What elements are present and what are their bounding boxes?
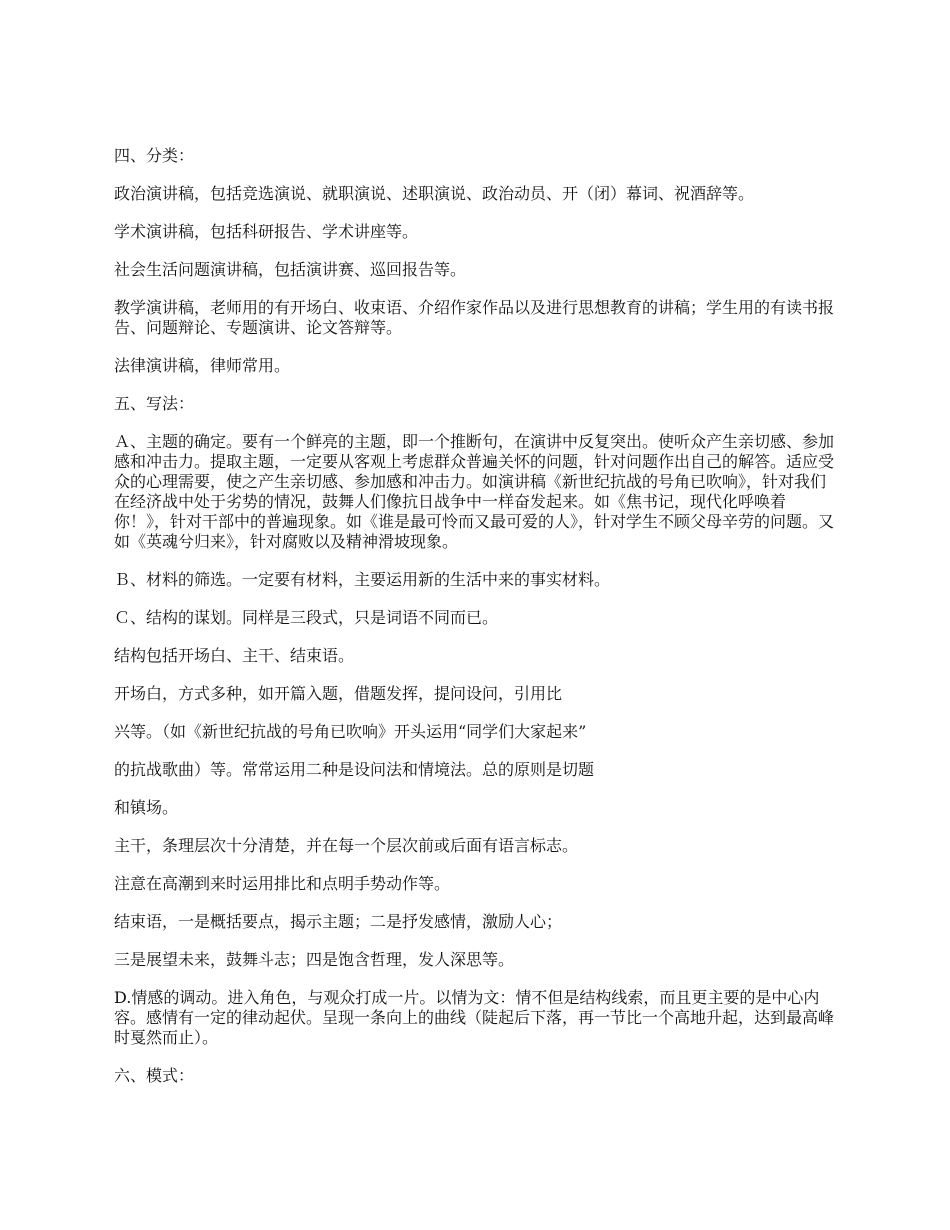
- heading-pattern: 六、模式：: [114, 1066, 195, 1085]
- paragraph-theme: Ａ、主题的确定。要有一个鲜亮的主题，即一个推断句，在演讲中反复突出。使听众产生亲切感、参加感和冲击力。提取主题，一定要从客观上考虑群众普遍关怀的问题，针对问题作出自己的解答。适应受众的心理需要，使之产生亲切感、参加感和冲击力。如演讲稿《新世纪抗战的号角已吹响》，针对我们在经济战中处于劣势的情况，鼓舞人们像抗日战争中一样奋发起来。如《焦书记，现代化呼唤着你！》，针对干部中的普遍现象。如《谁是最可怜而又最可爱的人》，针对学生不顾父母辛劳的问题。又如《英魂兮归来》，针对腐败以及精神滑坡现象。: [114, 432, 835, 551]
- paragraph-opening-2: 兴等。（如《新世纪抗战的号角已吹响》开头运用“同学们大家起来”: [114, 722, 587, 741]
- heading-classification: 四、分类：: [114, 146, 195, 165]
- paragraph-opening-3: 的抗战歌曲）等。常常运用二种是设问法和情境法。总的原则是切题: [114, 760, 595, 779]
- heading-writing-method: 五、写法：: [114, 394, 195, 413]
- paragraph-material: Ｂ、材料的筛选。一定要有材料，主要运用新的生活中来的事实材料。: [114, 570, 611, 589]
- paragraph-social-speech: 社会生活问题演讲稿，包括演讲赛、巡回报告等。: [114, 260, 467, 279]
- paragraph-structure-parts: 结构包括开场白、主干、结束语。: [114, 646, 355, 665]
- paragraph-opening-1: 开场白，方式多种，如开篇入题，借题发挥，提问设问，引用比: [114, 684, 563, 703]
- paragraph-main-body-1: 主干，条理层次十分清楚，并在每一个层次前或后面有语言标志。: [114, 836, 579, 855]
- paragraph-structure: Ｃ、结构的谋划。同样是三段式，只是词语不同而已。: [114, 608, 499, 627]
- paragraph-political-speech: 政治演讲稿，包括竞选演说、就职演说、述职演说、政治动员、开（闭）幕词、祝酒辞等。: [114, 184, 755, 203]
- document-page: [114, 146, 840, 1086]
- paragraph-main-body-2: 注意在高潮到来时运用排比和点明手势动作等。: [114, 874, 451, 893]
- paragraph-academic-speech: 学术演讲稿，包括科研报告、学术讲座等。: [114, 222, 419, 241]
- paragraph-ending-2: 三是展望未来，鼓舞斗志；四是饱含哲理，发人深思等。: [114, 950, 515, 969]
- paragraph-ending-1: 结束语，一是概括要点，揭示主题；二是抒发感情，激励人心；: [114, 912, 563, 931]
- paragraph-emotion: D.情感的调动。进入角色，与观众打成一片。以情为文：情不但是结构线索，而且更主要的是中心内容。感情有一定的律动起伏。呈现一条向上的曲线（陡起后下落，再一节比一个高地升起，达到最高峰时戛然而止）。: [114, 988, 835, 1047]
- paragraph-opening-4: 和镇场。: [114, 798, 179, 817]
- paragraph-teaching-speech: 教学演讲稿，老师用的有开场白、收束语、介绍作家作品以及进行思想教育的讲稿；学生用的有读书报告、问题辩论、专题演讲、论文答辩等。: [114, 298, 835, 337]
- paragraph-legal-speech: 法律演讲稿，律师常用。: [114, 356, 291, 375]
